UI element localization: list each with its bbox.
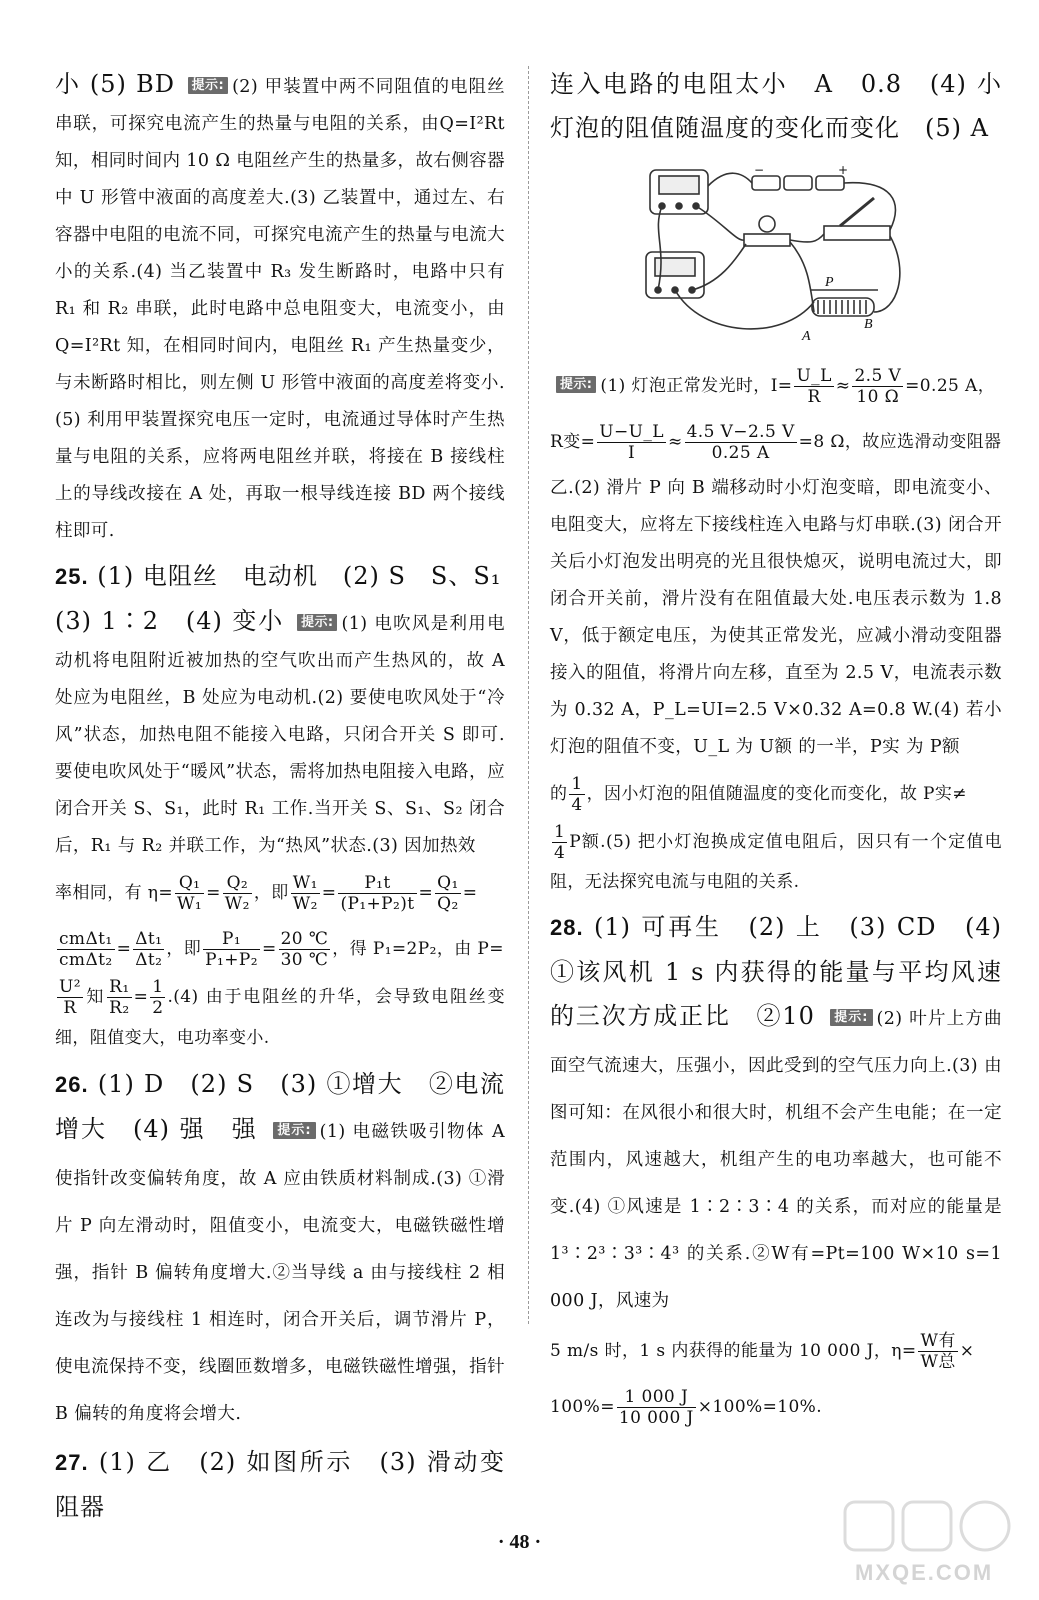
q26-number: 26. [55, 1072, 89, 1097]
q24-hint-text: (2) 甲装置中两不同阻值的电阻丝串联，可探究电流产生的热量与电阻的关系，由Q=I²Rt 知，相同时间内 10 Ω 电阻丝产生的热量多，故右侧容器中 U 形管中液面的高度差大.(3) 乙装置中，通过左、右容器中电阻的电流不同，可探究电流产生的热量与电流大小的关系.(4) 当乙装置中 R₃ 发生断路时，电路中只有 R₁ 和 R₂ 串联，此时电路中总电阻变大，电流变小，由 Q=I²Rt 知，在相同时间内，电阻丝 R₁ 产生热量变少，与未断路时相比，则左侧 U 形管中液面的高度差将变小.(5) 利用甲装置探究电压一定时，电流通过导体时产生热量与电阻的关系，应将两电阻丝并联，将接在 B 接线柱上的导线改接在 A 处，再取一根导线连接 BD 两个接线柱即可. [55, 77, 505, 541]
formula-text: .(4) 由于电阻丝的升华，会导致电阻丝变细，阻值变大，电功率变小. [55, 987, 505, 1048]
hint-label: 提示: [830, 1009, 872, 1026]
formula-text: ，因小灯泡的阻值随温度的变化而变化，故 P实≠ [586, 784, 967, 804]
denominator: (P₁+P₂)t [340, 894, 415, 914]
q27-hint-formula4 [550, 822, 1002, 901]
right-column-lower [550, 358, 1002, 1435]
q25-hint [55, 599, 505, 865]
left-column [55, 62, 530, 1529]
q25-answer-text2: (3) 1∶2 (4) 变小 [55, 607, 285, 635]
numerator: W有 [920, 1331, 956, 1351]
formula-text: (1) 灯泡正常发光时，I= [600, 376, 793, 396]
q28-formula1 [550, 1323, 1002, 1379]
formula-text: × [959, 1341, 975, 1361]
q28-answer [550, 905, 1002, 1323]
fraction [435, 873, 461, 914]
q26-answer [55, 1062, 530, 1436]
circuit-diagram [642, 162, 912, 352]
rheostat-label-a: A [802, 329, 811, 344]
denominator: Q₂ [437, 894, 459, 914]
q25-formula-line1: 率相同，有 η= $\frac{\text{Q₁}}{\text{W₁}}$ = $\frac{\text{Q₂}}{\text{W₂}}$ ，即 $\frac{\text{W₁}}{\text{W₂}}$ = $\frac{\text{P₁t}}{\text{(P₁+P₂)t}}$ = $\frac{\text{Q₁}}{\text{Q₂}}$ = [55, 873, 478, 914]
numerator: W₁ [292, 873, 318, 893]
denominator: 2 [152, 998, 164, 1018]
numerator: cmΔt₁ [59, 929, 113, 949]
fraction [569, 774, 584, 815]
numerator: U² [59, 977, 81, 997]
q27-answer-text: (1) 乙 (2) 如图所示 (3) 滑动变阻器 [55, 1448, 506, 1521]
formula-text: 的 [550, 784, 568, 804]
fraction [133, 929, 164, 970]
numerator: 1 [554, 822, 566, 842]
numerator: P₁ [203, 929, 260, 950]
formula-text: P额.(5) 把小灯泡换成定值电阻后，因只有一个定值电阻，无法探究电流与电阻的关系. [550, 832, 1002, 892]
switch-lever [840, 198, 874, 226]
q27-answer [55, 1440, 505, 1529]
q28-formula2 [550, 1379, 1002, 1435]
numerator: U_L [796, 366, 832, 386]
battery-minus-label: − [754, 163, 765, 177]
q25-hint-text: (1) 电吹风是利用电动机将电阻附近被加热的空气吹出而产生热风的，故 A 处应为电阻丝，B 处应为电动机.(2) 要使电吹风处于“冷风”状态，加热电阻不能接入电路，只闭合开关 S 即可.要使电吹风处于“暖风”状态，需将加热电阻接入电路，应闭合开关 S、S₁，此时 R₁ 工作.当开关 S、S₁、S₂ 闭合后，R₁ 与 R₂ 并联工作，为“热风”状态.(3) 因加热效 [55, 614, 506, 856]
rheostat-label-b: B [864, 317, 873, 332]
formula-text: ，即 [166, 939, 202, 959]
numerator: 2.5 V [854, 366, 902, 386]
formula-text: ，得 P₁=2P₂，由 P= [332, 939, 504, 959]
denominator: 10 Ω [856, 387, 900, 407]
hint-label: 提示: [556, 376, 596, 393]
battery-cell [784, 176, 812, 190]
denominator: Δt₂ [135, 950, 163, 970]
numerator: Q₁ [437, 873, 459, 893]
fraction [685, 422, 797, 463]
numerator: U−U_L [599, 422, 664, 442]
fraction [175, 873, 204, 914]
hint-label: 提示: [297, 614, 337, 631]
denominator: R [63, 998, 77, 1018]
fraction [279, 929, 331, 970]
formula-text: ，即 [253, 883, 289, 903]
denominator: R₂ [109, 998, 130, 1018]
q25-formula-line3: $\frac{\text{U²}}{R}$ 知 $\frac{\text{R₁}}{\text{R₂}}$ = $\frac{1}{2}$ .(4) 由于电阻丝的升华，会导致电阻丝变细，阻值变大，电功率变小. [55, 977, 505, 1048]
denominator: 10 000 J [618, 1408, 694, 1428]
fraction [617, 1387, 696, 1428]
q24-continued [55, 62, 505, 550]
page-number: · 48 · [497, 1531, 542, 1553]
formula-text: 率相同，有 η= [55, 883, 174, 903]
formula-text: R变= [550, 432, 596, 452]
denominator: 0.25 A [711, 443, 770, 463]
fraction [338, 873, 416, 914]
numerator: 1 000 J [617, 1387, 696, 1408]
watermark-logo [843, 1498, 1018, 1590]
formula-text: =0.25 A， [905, 376, 996, 396]
fraction [918, 1331, 957, 1372]
denominator: W₁ [177, 894, 203, 914]
fraction [57, 977, 83, 1018]
denominator: W₂ [292, 894, 318, 914]
denominator: 4 [554, 843, 566, 863]
watermark-seal-icon [843, 1498, 1018, 1558]
formula-text: 5 m/s 时，1 s 内获得的能量为 10 000 J，η= [550, 1341, 917, 1361]
numerator: 1 [152, 977, 164, 997]
battery-cell [752, 176, 780, 190]
hint-label: 提示: [273, 1122, 315, 1139]
column-divider [528, 66, 529, 1324]
numerator: Q₁ [175, 873, 204, 894]
q27-answer-continued: 连入电路的电阻太小 A 0.8 (4) 小灯泡的阻值随温度的变化而变化 (5) A [550, 70, 1002, 142]
fraction [597, 422, 666, 463]
q27-hint-text: 乙.(2) 滑片 P 向 B 端移动时小灯泡变暗，即电流变小、电阻变大，应将左下接线柱连入电路与灯串联.(3) 闭合开关后小灯泡发出明亮的光且很快熄灭，说明电流过大，即闭合开关前，滑片没有在阻值最大处.电压表示数为 1.8 V，低于额定电压，为使其正常发光，应减小滑动变阻器接入的阻值，将滑片向左移，直至为 2.5 V，电流表示数为 0.32 A，P_L=UI=2.5 V×0.32 A=0.8 W.(4) 若小灯泡的阻值不变，U_L 为 U额 的一半，P实 为 P额 [550, 478, 1002, 757]
q25-answer-text1: (1) 电阻丝 电动机 (2) S S、S₁ [97, 562, 502, 590]
fraction [291, 873, 320, 914]
fraction [107, 977, 131, 1018]
q28-answer-text: (1) 可再生 (2) 上 (3) CD (4) ①该风机 1 s 内获得的能量与平均风速的三次方成正比 ②10 [550, 913, 1002, 1030]
denominator: W总 [920, 1352, 956, 1372]
numerator: 4.5 V−2.5 V [686, 422, 795, 442]
fraction [552, 822, 567, 863]
watermark-text: MXQE.COM [855, 1560, 994, 1585]
q26-answer-text: (1) D (2) S (3) ①增大 ②电流 增大 (4) 强 强 [55, 1070, 530, 1143]
formula-text: ≈ [835, 376, 851, 396]
switch-base [824, 226, 890, 240]
q24-answer-tail: 小 (5) BD [55, 70, 176, 98]
denominator: I [628, 443, 636, 463]
formula-text: 100%= [550, 1397, 615, 1417]
numerator: Q₂ [223, 873, 252, 894]
formula-text: =8 Ω，故应选滑动变阻器 [798, 432, 1002, 452]
q26-hint-text: (1) 电磁铁吸引物体 A 使指针改变偏转角度，故 A 应由铁质材料制成.(3) ①滑片 P 向左滑动时，阻值变小，电流变大，电磁铁磁性增强，指针 B 偏转角度增大.②当导线 a 由与接线柱 2 相连改为与接线柱 1 相连时，闭合开关后，调节滑片 P，使电流保持不变，线圈匝数增多，电磁铁磁性增强，指针 B 偏转的角度将会增大. [55, 1122, 505, 1424]
ammeter-dial [659, 176, 699, 194]
q25-answer-line1 [55, 554, 505, 599]
formula-text: ≈ [667, 432, 683, 452]
denominator: R [807, 387, 821, 407]
numerator: P₁t [338, 873, 416, 894]
formula-text: = [418, 883, 434, 903]
numerator: 20 ℃ [280, 929, 329, 949]
q27-number: 27. [55, 1450, 89, 1475]
q27-hint-formula3 [550, 766, 1002, 822]
fraction [223, 873, 252, 914]
denominator: 4 [571, 795, 583, 815]
battery-cell [816, 176, 844, 190]
q27-hint-formula2 [550, 414, 1002, 470]
hint-label: 提示: [188, 77, 228, 94]
battery-plus-label: + [838, 163, 849, 177]
denominator: cmΔt₂ [59, 950, 113, 970]
rheostat-label-p: P [825, 275, 834, 290]
q28-number: 28. [550, 915, 584, 940]
formula-text: ×100%=10%. [697, 1397, 823, 1417]
denominator: P₁+P₂ [205, 950, 258, 970]
lamp-base [744, 234, 790, 246]
right-column [550, 62, 1002, 150]
numerator: 1 [571, 774, 583, 794]
q25-formula-line2: $\frac{\text{cmΔt₁}}{\text{cmΔt₂}}$ = $\frac{\text{Δt₁}}{\text{Δt₂}}$ ，即 $\frac{\text{P₁}}{\text{P₁+P₂}}$ = $\frac{20 ℃}{30 ℃}$ ，得 P₁=2P₂，由 P= [59, 929, 504, 970]
q27-hint-formula1 [550, 358, 1002, 414]
numerator: R₁ [109, 977, 130, 997]
numerator: Δt₁ [135, 929, 163, 949]
rheostat [812, 298, 874, 316]
fraction [57, 929, 115, 970]
fraction [794, 366, 833, 407]
fraction [203, 929, 260, 970]
q25-number: 25. [55, 564, 89, 589]
fraction [150, 977, 165, 1018]
denominator: 30 ℃ [280, 950, 329, 970]
lamp-bulb [759, 216, 775, 232]
denominator: W₂ [224, 894, 250, 914]
q28-hint-text: (2) 叶片上方曲面空气流速大，压强小，因此受到的空气压力向上.(3) 由图可知：在风很小和很大时，机组不会产生电能；在一定范围内，风速越大，机组产生的电功率越大，也可能不变.(4) ①风速是 1∶2∶3∶4 的关系，而对应的能量是 1³∶2³∶3³∶4³ 的关系.②W有=Pt=100 W×10 s=1 000 J，风速为 [550, 1009, 1003, 1311]
formula-text: 知 [84, 987, 106, 1007]
fraction [852, 366, 903, 407]
